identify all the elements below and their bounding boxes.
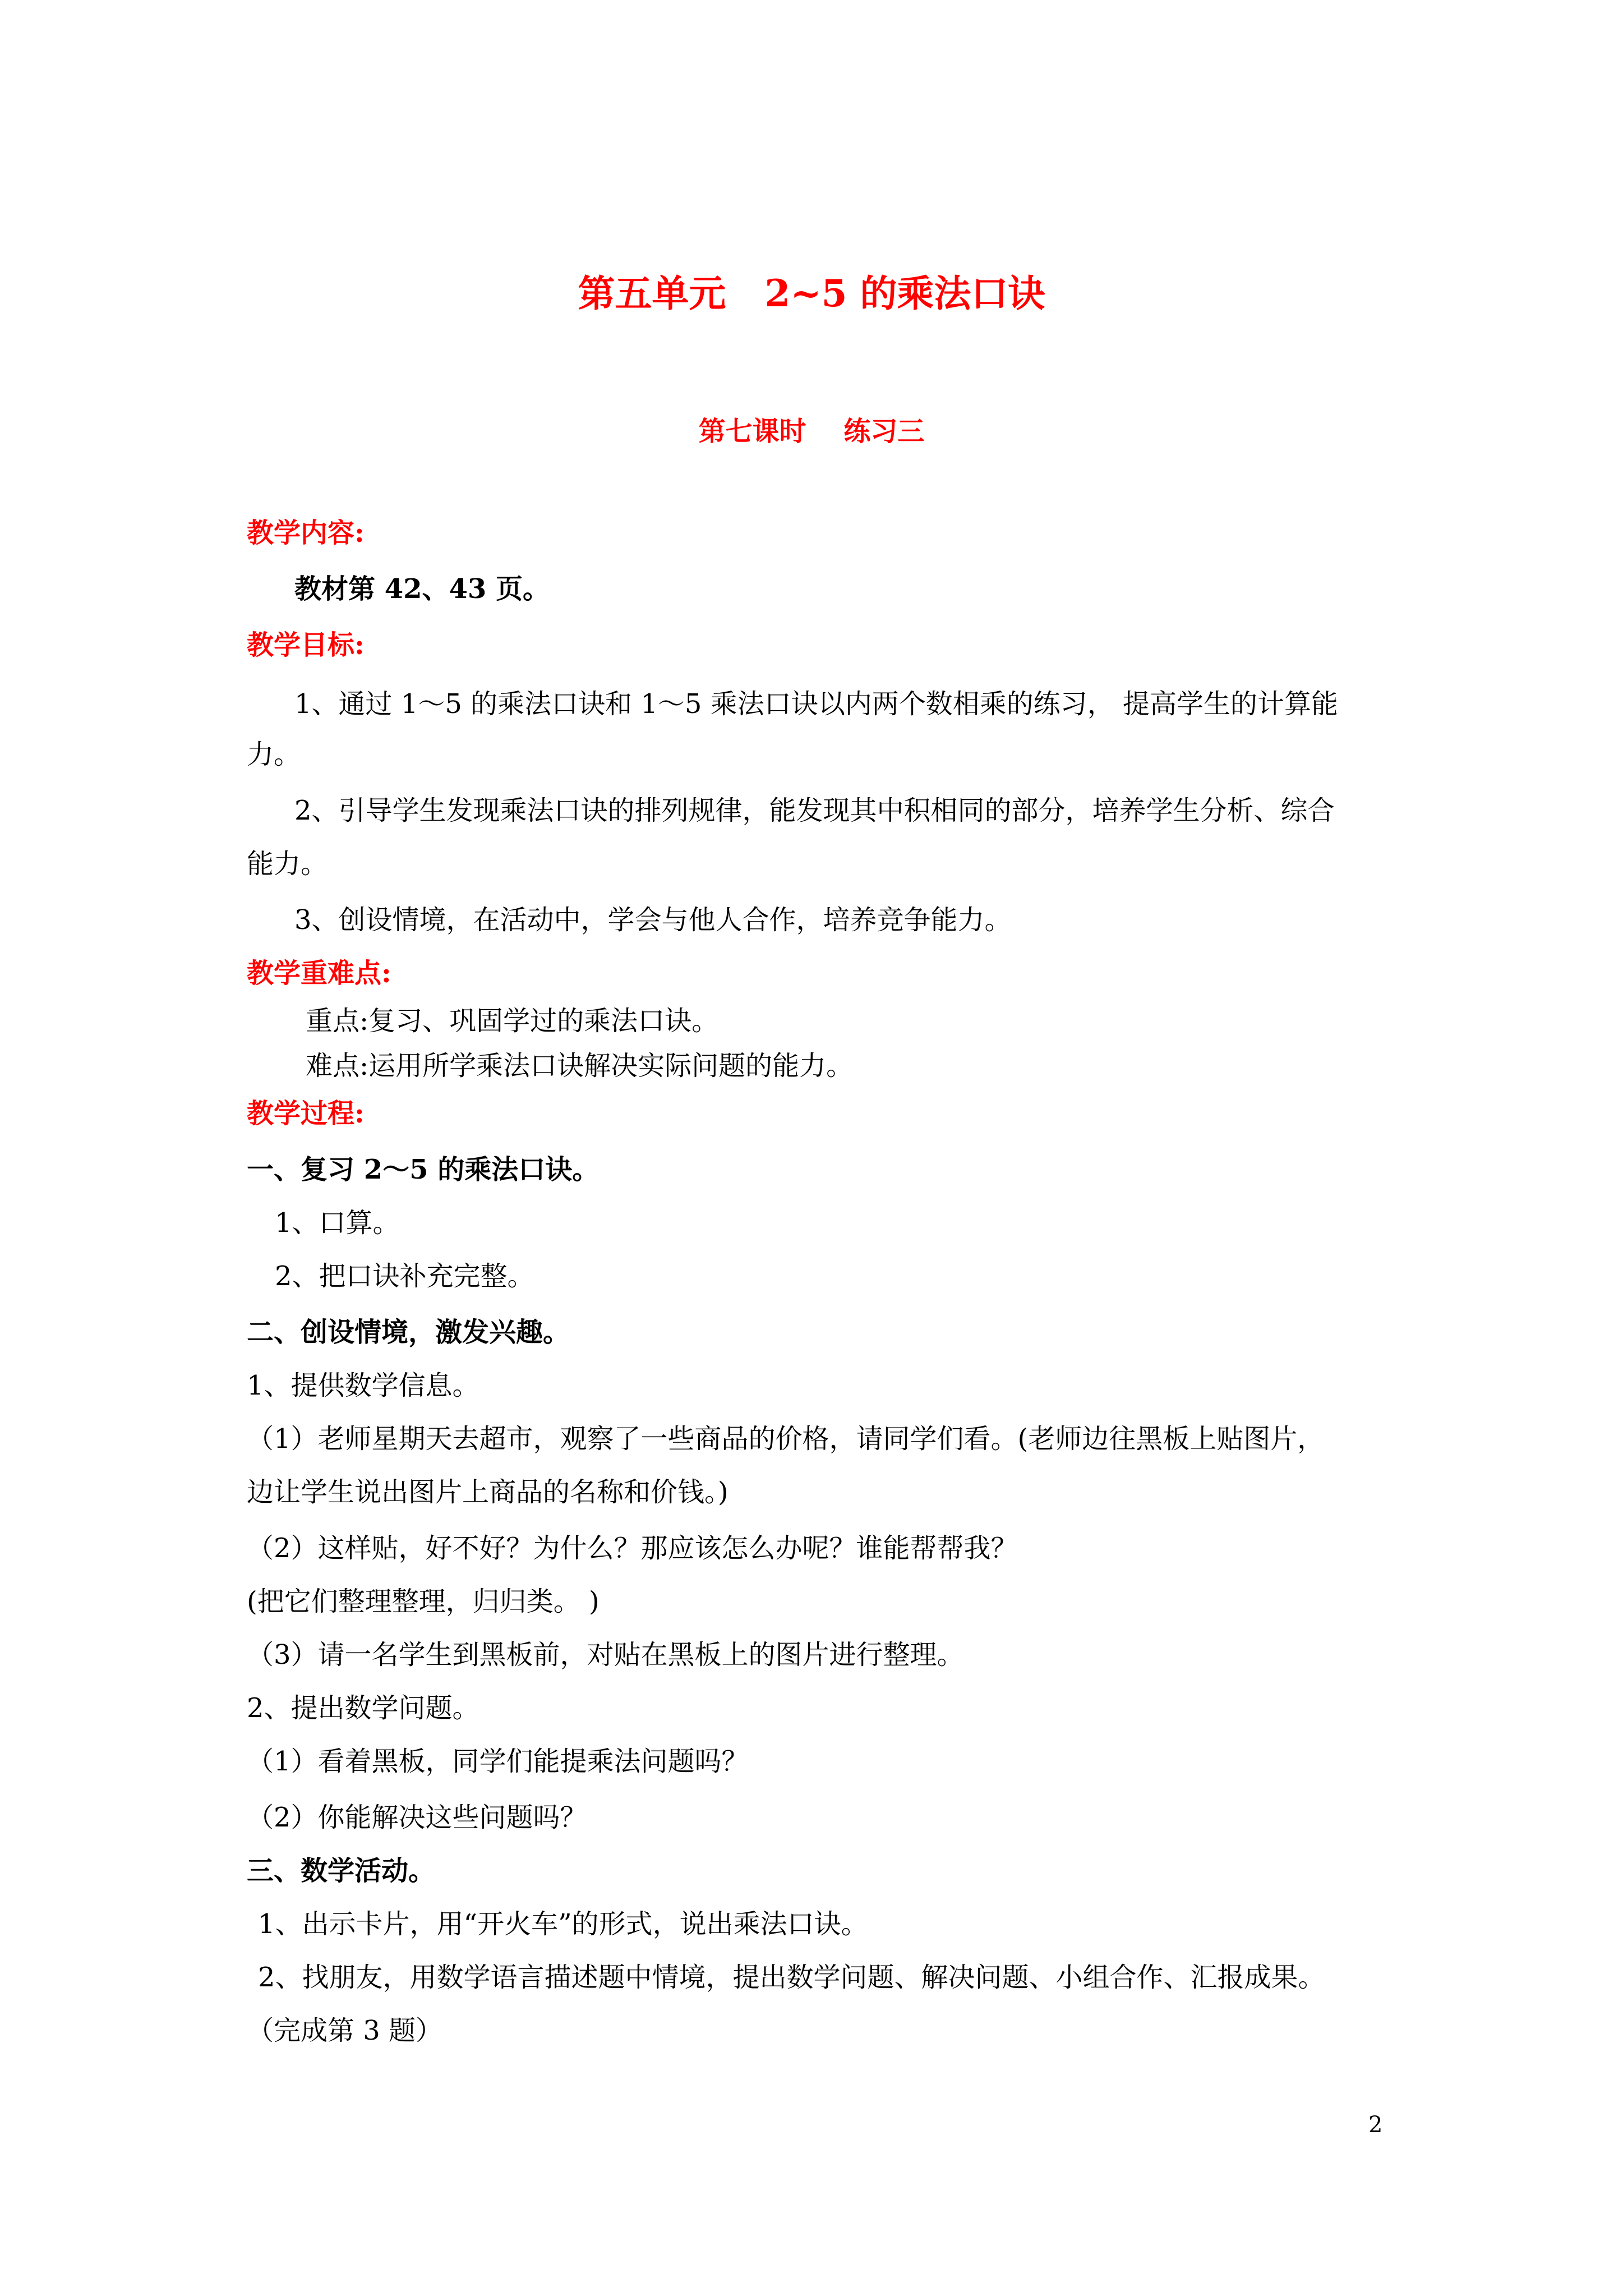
goal-2-line-1: 2、引导学生发现乘法口诀的排列规律，能发现其中积相同的部分，培养学生分析、综合: [294, 795, 1335, 826]
part-2-item-2-1: （1）看着黑板，同学们能提乘法问题吗？: [247, 1746, 749, 1777]
part-2-item-1-2-note: (把它们整理整理，归归类。 ): [247, 1586, 600, 1617]
content-text: 教材第 42、43 页。: [294, 573, 550, 605]
part-2-item-2-2: （2）你能解决这些问题吗？: [247, 1802, 587, 1833]
part-2-heading: 二、创设情境，激发兴趣。: [247, 1317, 570, 1348]
part-2-item-1: 1、提供数学信息。: [247, 1370, 479, 1401]
goal-1-line-1: 1、通过 1～5 的乘法口诀和 1～5 乘法口诀以内两个数相乘的练习， 提高学生的计算能: [294, 688, 1338, 720]
part-1-item-2: 2、把口诀补充完整。: [275, 1260, 534, 1292]
difficulty-text: 难点:运用所学乘法口诀解决实际问题的能力。: [306, 1050, 854, 1082]
part-2-item-1-1-line-2: 边让学生说出图片上商品的名称和价钱。): [247, 1476, 728, 1508]
lesson-subtitle: 第七课时 练习三: [698, 416, 925, 447]
page-number: 2: [1368, 2112, 1383, 2138]
process-heading: 教学过程:: [247, 1098, 365, 1129]
goals-heading: 教学目标:: [247, 629, 365, 661]
keypoint-text: 重点:复习、巩固学过的乘法口诀。: [306, 1005, 719, 1037]
goal-2-line-2: 能力。: [247, 848, 328, 880]
keypoints-heading: 教学重难点:: [247, 958, 391, 989]
part-3-item-2-note: （完成第 3 题）: [247, 2015, 443, 2046]
part-2-item-1-3: （3）请一名学生到黑板前，对贴在黑板上的图片进行整理。: [247, 1639, 964, 1671]
part-1-heading: 一、复习 2～5 的乘法口诀。: [247, 1154, 600, 1185]
part-2-item-2: 2、提出数学问题。: [247, 1692, 479, 1724]
page-title: 第五单元 2~5 的乘法口诀: [578, 272, 1045, 315]
part-2-item-1-2: （2）这样贴，好不好？为什么？那应该怎么办呢？谁能帮帮我？: [247, 1533, 1018, 1564]
part-3-heading: 三、数学活动。: [247, 1855, 436, 1887]
goal-3: 3、创设情境，在活动中，学会与他人合作，培养竞争能力。: [294, 904, 1012, 936]
part-1-item-1: 1、口算。: [275, 1207, 400, 1239]
content-heading: 教学内容:: [247, 517, 365, 549]
goal-1-line-2: 力。: [247, 739, 301, 770]
part-3-item-1: 1、出示卡片，用“开火车”的形式，说出乘法口诀。: [258, 1908, 868, 1940]
part-2-item-1-1-line-1: （1）老师星期天去超市，观察了一些商品的价格，请同学们看。(老师边往黑板上贴图片，: [247, 1423, 1325, 1455]
part-3-item-2: 2、找朋友，用数学语言描述题中情境，提出数学问题、解决问题、小组合作、汇报成果。: [258, 1962, 1325, 1993]
